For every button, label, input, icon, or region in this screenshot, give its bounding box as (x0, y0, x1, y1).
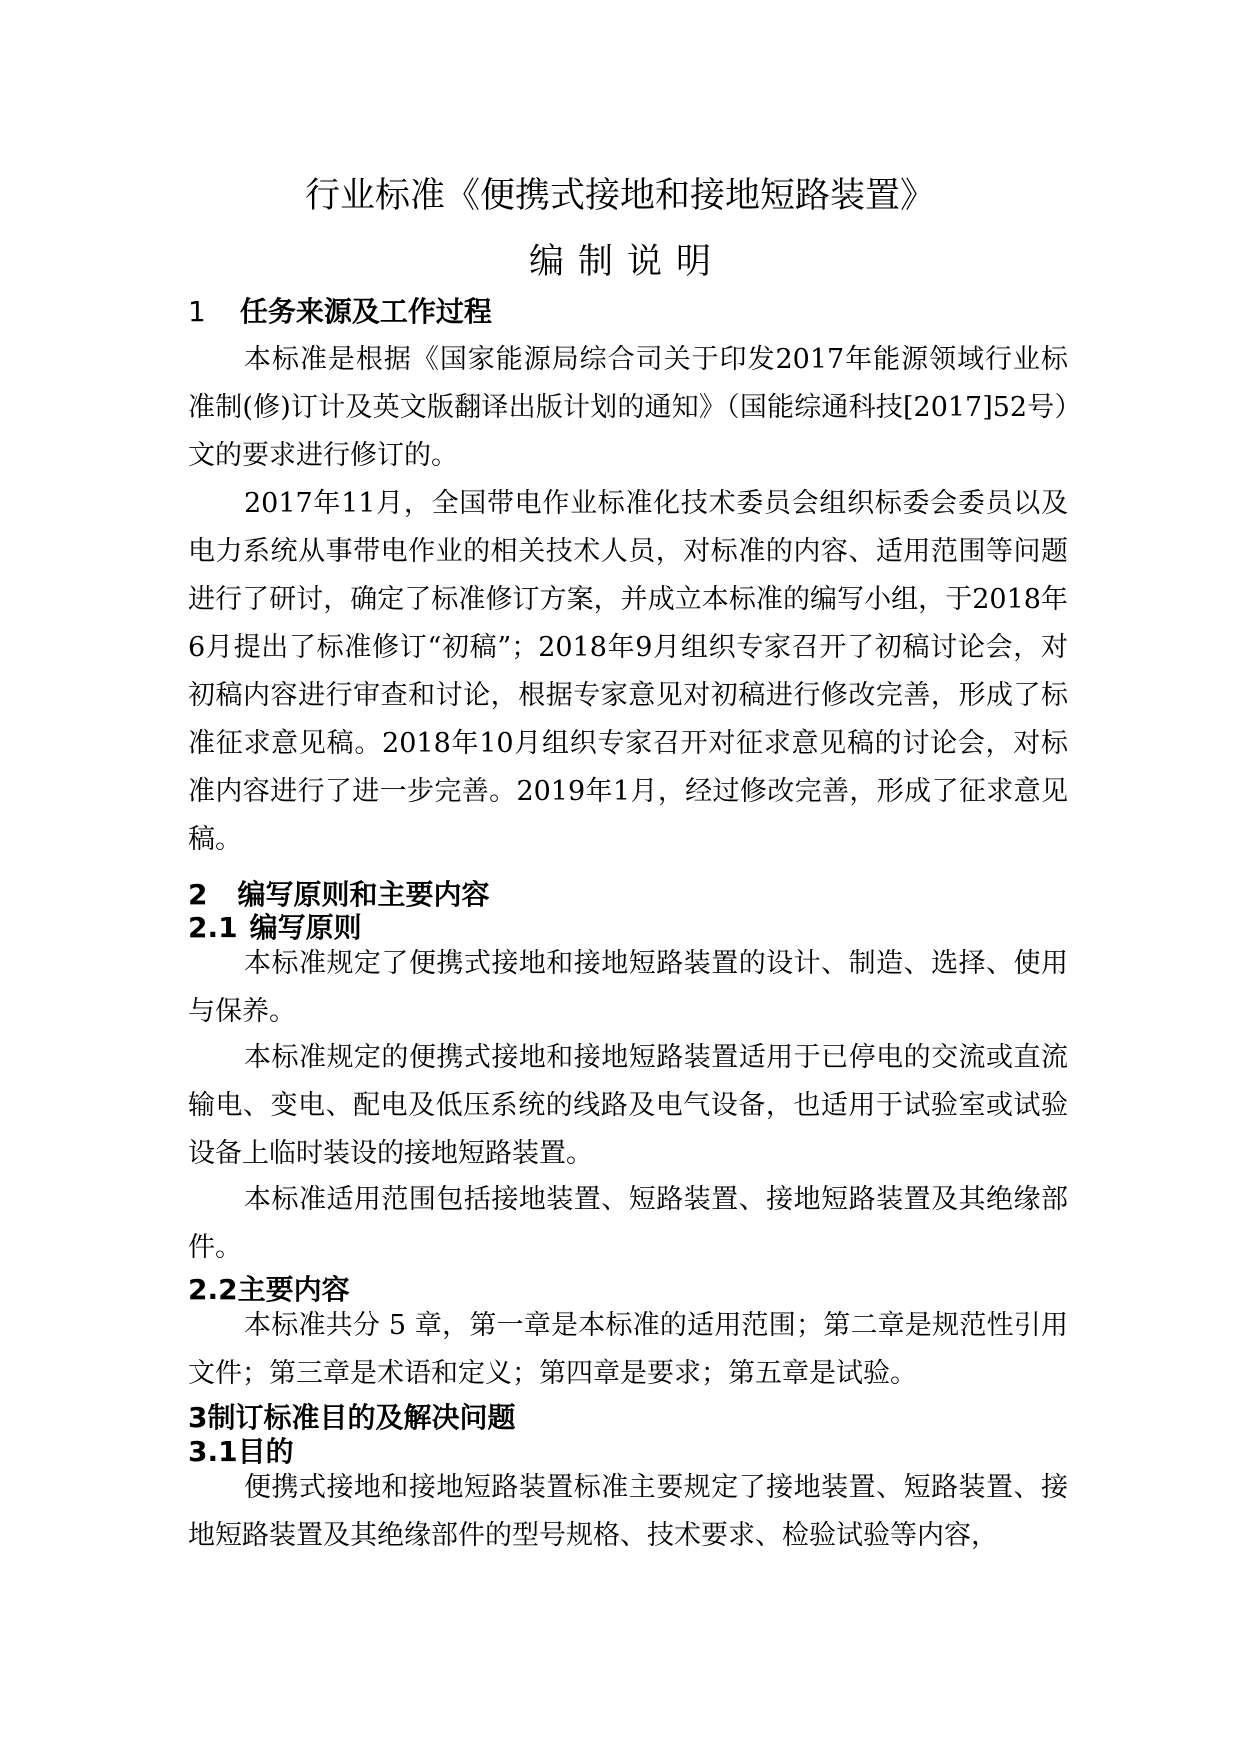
paragraph-coverage: 本标准适用范围包括接地装置、短路装置、接地短路装置及其绝缘部件。 (188, 1184, 1068, 1263)
section-heading-2 (188, 877, 490, 913)
document-title: 行业标准《便携式接地和接地短路装置》 (304, 176, 935, 216)
paragraph-scope: 本标准规定了便携式接地和接地短路装置的设计、制造、选择、使用与保养。 (188, 948, 1068, 1027)
paragraph-task-source: 本标准是根据《国家能源局综合司关于印发2017年能源领域行业标准制(修)订计及英文版翻译出版计划的通知》（国能综通科技[2017]52号）文的要求进行修订的。 (188, 344, 1068, 471)
paragraph-chapters: 本标准共分 5 章，第一章是本标准的适用范围；第二章是规范性引用文件；第三章是术语和定义；第四章是要求；第五章是试验。 (188, 1310, 1068, 1389)
section-title: 目的 (237, 1435, 294, 1468)
section-title: 制订标准目的及解决问题 (207, 1401, 516, 1434)
section-heading-1 (188, 294, 492, 330)
section-number: 2 (188, 878, 208, 911)
section-number: 3 (188, 1401, 208, 1434)
paragraph-purpose: 便携式接地和接地短路装置标准主要规定了接地装置、短路装置、接地短路装置及其绝缘部件的型号规格、技术要求、检验试验等内容， (188, 1472, 1068, 1551)
section-title: 主要内容 (237, 1273, 350, 1306)
document-subtitle: 编制说明 (528, 242, 725, 282)
section-number: 1 (188, 295, 206, 328)
section-title: 任务来源及工作过程 (239, 295, 492, 328)
paragraph-work-process: 2017年11月，全国带电作业标准化技术委员会组织标委会委员以及电力系统从事带电作业的相关技术人员，对标准的内容、适用范围等问题进行了研讨，确定了标准修订方案，并成立本标准的编写小组，于2018年6月提出了标准修订“初稿”；2018年9月组织专家召开了初稿讨论会，对初稿内容进行审查和讨论，根据专家意见对初稿进行修改完善，形成了标准征求意见稿。2018年10月组织专家召开对征求意见稿的讨论会，对标准内容进行了进一步完善。2019年1月，经过修改完善，形成了征求意见稿。 (188, 488, 1068, 855)
section-title: 编写原则和主要内容 (237, 878, 490, 911)
section-number: 2.1 (188, 911, 238, 944)
paragraph-application: 本标准规定的便携式接地和接地短路装置适用于已停电的交流或直流输电、变电、配电及低压系统的线路及电气设备，也适用于试验室或试验设备上临时装设的接地短路装置。 (188, 1042, 1068, 1169)
section-title: 编写原则 (249, 911, 362, 944)
section-number: 2.2 (188, 1273, 238, 1306)
section-heading-3 (188, 1400, 516, 1436)
section-number: 3.1 (188, 1435, 238, 1468)
